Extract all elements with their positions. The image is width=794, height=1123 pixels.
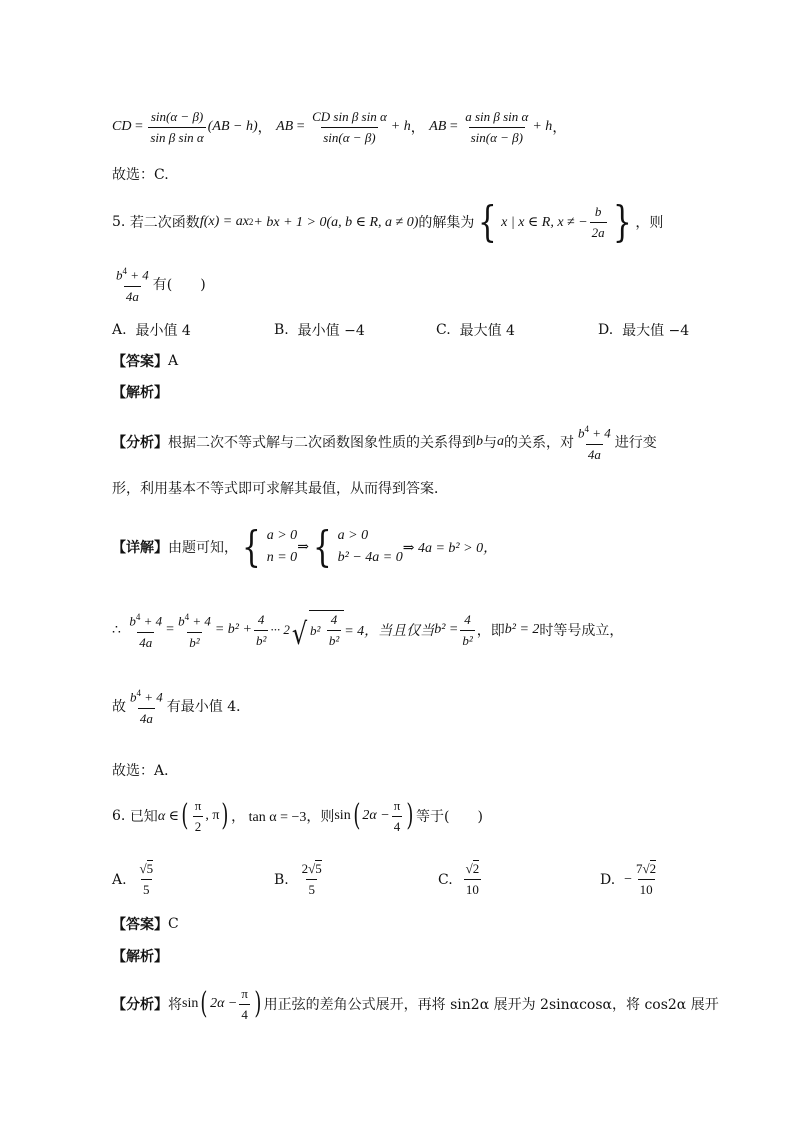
q6-text2: 等于( ) xyxy=(416,809,483,825)
q6-fenxi xyxy=(112,982,719,1026)
q6-answer xyxy=(112,914,179,934)
option-label: C. xyxy=(436,322,451,338)
numerator: 4 xyxy=(330,612,338,627)
case-row: a > 0 xyxy=(337,528,369,543)
fraction-ab-1 xyxy=(310,108,389,147)
numerator: π xyxy=(241,985,248,1001)
cases-1 xyxy=(238,522,298,571)
paren-open: ( xyxy=(200,986,208,1021)
q5-analysis xyxy=(112,382,168,402)
fenxi-text2: 的关系，对 xyxy=(504,435,574,451)
therefore: ∴ xyxy=(112,622,121,638)
b2: b² xyxy=(309,622,321,638)
ab-symbol-2: AB xyxy=(429,119,447,134)
frac-5 xyxy=(460,611,474,650)
numerator: π xyxy=(393,797,401,813)
answer-tag: 【答案】 xyxy=(112,917,168,933)
comma: ， xyxy=(410,120,425,136)
pi-over-4 xyxy=(239,985,250,1024)
q6-option-d[interactable] xyxy=(600,860,660,899)
q5-text2: 的解集为 xyxy=(418,215,475,231)
tan-text: ， tan α = −3，则 xyxy=(231,810,335,825)
option-text: 最小值 −4 xyxy=(297,323,365,339)
answer-value: C xyxy=(168,916,179,932)
coef: 2 xyxy=(301,861,309,876)
paren-open-2: ( xyxy=(353,798,361,833)
frac-2 xyxy=(176,608,213,651)
sin: sin xyxy=(182,996,199,1011)
ab-symbol: AB xyxy=(276,119,294,134)
q5-fenxi xyxy=(112,420,657,464)
brace: { xyxy=(242,522,261,571)
q5-final xyxy=(112,760,178,780)
numerator: $b^4 + 4$ xyxy=(129,612,163,629)
q5-ineq: + bx + 1 > 0(a, b ∈ R, a ≠ 0) xyxy=(253,214,419,230)
numerator: 2√5 xyxy=(301,861,322,876)
q5-derivation xyxy=(112,606,623,654)
denominator: 10 xyxy=(464,879,481,899)
sin: sin xyxy=(334,808,351,823)
pi-over-2 xyxy=(193,797,204,836)
q5-stem-2 xyxy=(112,262,206,306)
plus4: + 4 xyxy=(144,689,163,705)
option-frac xyxy=(464,860,482,899)
q6-options xyxy=(112,856,672,904)
frac-min xyxy=(128,684,165,727)
denominator: b² xyxy=(187,632,201,652)
denominator: sin(α − β) xyxy=(321,127,377,147)
q5-fx: f(x) = ax xyxy=(199,214,249,229)
equals: = xyxy=(131,119,147,134)
radicand xyxy=(309,610,344,650)
numerator: 4 xyxy=(257,611,265,627)
q5-stem xyxy=(112,197,664,246)
case-row: a > 0 xyxy=(266,528,298,543)
plus-h-2: + h xyxy=(532,119,553,134)
fraction-cd xyxy=(148,108,205,147)
denominator: b² xyxy=(327,630,341,650)
right-brace: } xyxy=(612,197,632,246)
denominator: 4a xyxy=(137,632,154,652)
fenxi-text3: 进行变 xyxy=(614,435,657,451)
option-text: 最大值 4 xyxy=(459,323,515,339)
two-alpha: 2α − xyxy=(362,808,390,823)
q5-option-c[interactable] xyxy=(436,320,515,340)
xiangjie-text: 由题可知， xyxy=(168,540,238,556)
option-frac xyxy=(634,860,658,899)
denominator: b² xyxy=(254,630,268,650)
q5-option-b[interactable] xyxy=(274,320,365,340)
gu-xuan: 故选：A． xyxy=(112,763,179,779)
alpha-in: α ∈ xyxy=(157,808,180,824)
fenxi-a: a xyxy=(497,434,504,449)
denominator: 4a xyxy=(138,708,155,728)
result: ⇒ 4a = b² > 0， xyxy=(402,541,498,556)
fenxi-with: 与 xyxy=(483,435,497,451)
xiangjie-tag: 【详解】 xyxy=(112,540,168,556)
q5-text4: 有( ) xyxy=(152,277,206,293)
q5-number: 5. xyxy=(112,214,126,230)
q5-fenxi-2 xyxy=(112,478,448,498)
b: b xyxy=(130,689,137,705)
brace: { xyxy=(312,522,332,571)
fenxi-b: b xyxy=(476,434,483,449)
analysis-tag: 【解析】 xyxy=(112,949,168,965)
denominator: 5 xyxy=(306,879,317,899)
comma: ， xyxy=(257,120,272,136)
q5-sq: 2 xyxy=(248,217,254,227)
fenxi-tag: 【分析】 xyxy=(112,435,168,451)
q5-text1: 若二次函数 xyxy=(129,215,200,231)
comma: ， xyxy=(552,120,567,136)
equals2: = xyxy=(293,119,309,134)
cond-text: 时等号成立， xyxy=(539,623,624,639)
numerator: b xyxy=(594,203,602,219)
b: b xyxy=(116,267,123,283)
b2-eq: b² = xyxy=(434,622,459,637)
frac-3 xyxy=(254,611,268,650)
denominator: 2 xyxy=(193,816,204,836)
q5-expr-frac xyxy=(114,262,151,305)
q5-options xyxy=(112,320,692,342)
min-text: 有最小值 4． xyxy=(166,699,251,715)
numerator: √5 xyxy=(139,861,154,876)
minus-sign: − xyxy=(624,871,632,887)
denominator: 4a xyxy=(586,444,603,464)
denominator: 4 xyxy=(239,1004,250,1024)
q5-text3: ，则 xyxy=(635,215,664,231)
numerator: sin(α − β) xyxy=(150,108,204,124)
numerator: a sin β sin α xyxy=(465,108,529,124)
q6-text1: 已知 xyxy=(129,809,158,825)
option-text: 最小值 4 xyxy=(135,323,191,339)
q6-option-b[interactable] xyxy=(274,860,326,899)
eq4: = 4，当且仅当 xyxy=(344,624,435,639)
frac-1 xyxy=(127,608,164,651)
paren-close-2: ) xyxy=(406,798,414,833)
b: b xyxy=(178,613,185,629)
case-row: b² − 4a = 0 xyxy=(337,550,403,565)
numerator: $b^4 + 4$ xyxy=(116,266,149,283)
two-alpha: 2α − xyxy=(210,996,238,1011)
numerator: 4 xyxy=(464,611,471,627)
b: b xyxy=(129,613,136,629)
plus-h: + h xyxy=(390,119,411,134)
fraction-ab-2 xyxy=(463,108,530,147)
plus4: + 4 xyxy=(143,613,163,629)
option-label: D. xyxy=(600,871,616,888)
q6-stem xyxy=(112,794,483,838)
paren-open: ( xyxy=(181,798,189,833)
ab-minus-h: (AB − h) xyxy=(207,119,258,134)
cd-symbol: CD xyxy=(112,119,132,134)
option-label: B. xyxy=(274,871,289,888)
case-rows xyxy=(267,525,297,569)
fenxi-line2: 形，利用基本不等式即可求解其最值，从而得到答案． xyxy=(112,481,448,497)
denominator: 5 xyxy=(141,879,152,899)
fenxi-text1: 根据二次不等式解与二次函数图象性质的关系得到 xyxy=(168,435,476,451)
denominator: 10 xyxy=(638,879,655,899)
option-frac xyxy=(300,860,324,899)
fenxi-tag: 【分析】 xyxy=(112,997,168,1013)
comma-pi: , π xyxy=(205,808,220,823)
equals3: = xyxy=(446,119,462,134)
sqrt xyxy=(290,610,344,650)
b: b xyxy=(578,425,585,441)
q5-set-inner: x | x ∈ R, x ≠ − xyxy=(501,214,588,230)
denominator: sin(α − β) xyxy=(469,127,525,147)
q6-option-a[interactable] xyxy=(112,860,157,899)
numerator: 7√2 xyxy=(636,861,657,876)
option-label: A. xyxy=(112,871,127,888)
numerator: $b^4 + 4$ xyxy=(130,688,163,705)
ge: ··· 2 xyxy=(270,622,290,637)
answer-c-text: 故选：C. xyxy=(112,167,169,183)
fenxi-1: 将 xyxy=(168,997,182,1013)
coef: 7 xyxy=(636,861,643,876)
numerator: √2 xyxy=(465,861,480,876)
q5-conclusion xyxy=(112,684,250,728)
option-label: B. xyxy=(274,322,289,338)
q5-answer xyxy=(112,351,178,371)
denominator: 4a xyxy=(124,286,141,306)
denominator: 2a xyxy=(590,222,607,242)
formula-line-cd xyxy=(112,102,566,152)
radicand: 5 xyxy=(315,861,322,876)
fenxi-2: 用正弦的差角公式展开，再将 sin2α 展开为 2sinαcosα，将 cos2α 展开 xyxy=(263,997,719,1013)
left-brace: { xyxy=(478,197,498,246)
option-text: 最大值 −4 xyxy=(622,323,690,339)
pi-over-4 xyxy=(392,797,403,836)
eq: = xyxy=(166,622,175,637)
q5-option-a[interactable] xyxy=(112,320,191,340)
gu: 故 xyxy=(112,699,126,715)
case-row: n = 0 xyxy=(266,550,298,565)
cond-end: ，即 xyxy=(476,623,505,639)
denominator: 4 xyxy=(392,816,403,836)
q6-analysis xyxy=(112,946,168,966)
analysis-tag: 【解析】 xyxy=(112,385,168,401)
q6-number: 6. xyxy=(112,808,126,824)
frac-4 xyxy=(327,611,341,650)
paren-close: ) xyxy=(254,986,262,1021)
cases-2 xyxy=(309,522,403,571)
numerator: $b^4 + 4$ xyxy=(578,424,611,441)
radicand: 2 xyxy=(649,861,657,876)
q5-option-d[interactable] xyxy=(598,320,689,340)
radicand: 5 xyxy=(146,861,154,876)
fenxi-frac xyxy=(576,420,613,463)
option-label: A. xyxy=(112,322,127,338)
q5-set-frac xyxy=(590,203,607,242)
numerator: CD sin β sin α xyxy=(312,108,387,124)
plus4: + 4 xyxy=(592,425,611,441)
case-rows xyxy=(338,525,403,569)
option-label: D. xyxy=(598,322,614,338)
denominator: sin β sin α xyxy=(148,127,205,147)
answer-value: A xyxy=(168,353,179,369)
radicand: 2 xyxy=(472,861,480,876)
denominator: b² xyxy=(460,630,474,650)
implies: ⇒ xyxy=(297,539,309,555)
numerator: π xyxy=(194,797,202,813)
answer-line-c xyxy=(112,164,169,184)
radical-sign: √ xyxy=(291,617,308,652)
q5-xiangjie xyxy=(112,522,497,572)
plus4: + 4 xyxy=(192,613,211,629)
option-label: C. xyxy=(438,871,453,888)
b2-2: b² = 2 xyxy=(504,622,540,637)
eq-b2: = b² + xyxy=(214,622,252,637)
option-frac xyxy=(137,860,155,899)
paren-close: ) xyxy=(221,798,229,833)
numerator: $b^4 + 4$ xyxy=(178,612,211,629)
plus4: + 4 xyxy=(130,267,149,283)
q6-option-c[interactable] xyxy=(438,860,483,899)
answer-tag: 【答案】 xyxy=(112,354,168,370)
